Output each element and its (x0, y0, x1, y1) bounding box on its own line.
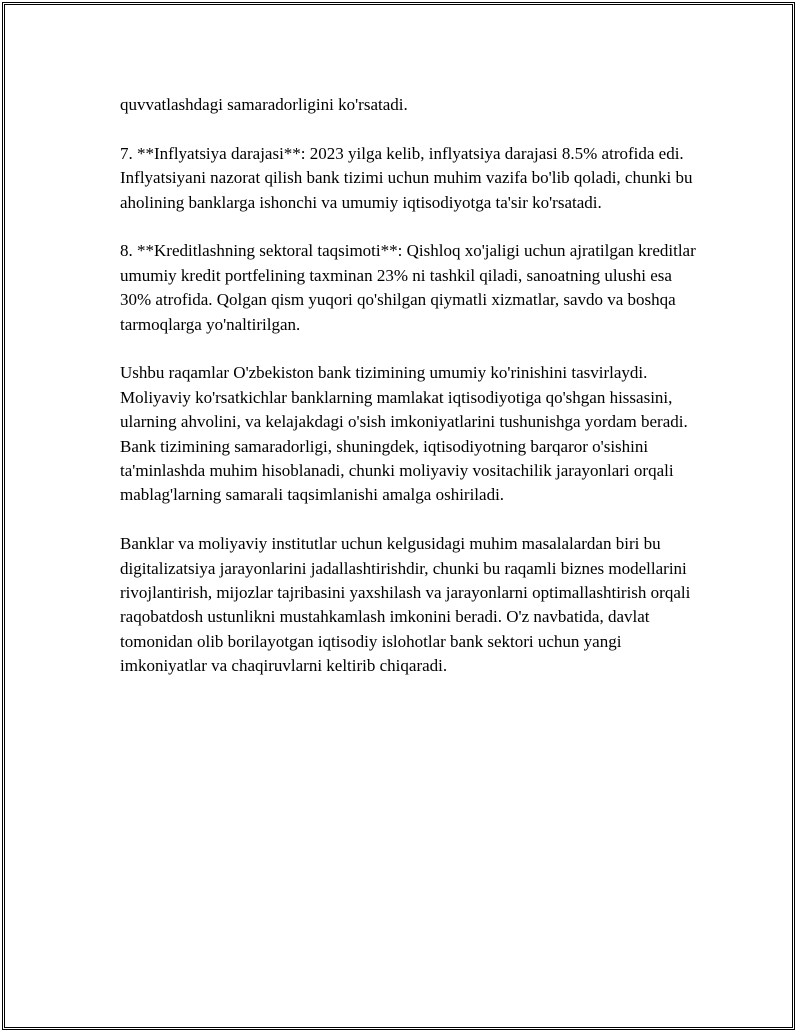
paragraph-overview: Ushbu raqamlar O'zbekiston bank tizimining umumiy ko'rinishini tasvirlaydi. Moliyaviy ko'rsatkichlar banklarning mamlakat iqtisodiyotiga qo'shgan hissasini, ularning ahvolini, va kelajakdagi o'sish imkoniyatlarini tushunishga yordam beradi. Bank tizimining samaradorligi, shuningdek, iqtisodiyotning barqaror o'sishini ta'minlashda muhim hisoblanadi, chunki moliyaviy vositachilik jarayonlari orqali mablag'larning samarali taqsimlanishi amalga oshiriladi. (120, 363, 688, 505)
document-page (2, 2, 795, 1030)
paragraph-inflation: 7. **Inflyatsiya darajasi**: 2023 yilga kelib, inflyatsiya darajasi 8.5% atrofida edi. Inflyatsiyani nazorat qilish bank tizimi uchun muhim vazifa bo'lib qoladi, chunki bu aholining banklarga ishonchi va umumiy iqtisodiyotga ta'sir ko'rsatadi. (120, 143, 693, 212)
paragraph-digitalization: Banklar va moliyaviy institutlar uchun kelgusidagi muhim masalalardan biri bu digitalizatsiya jarayonlarini jadallashtirishdir, chunki bu raqamli biznes modellarini rivojlantirish, mijozlar tajribasini yaxshilash va jarayonlarni optimallashtirish orqali raqobatdosh ustunlikni mustahkamlash imkonini beradi. O'z navbatida, davlat tomonidan olib borilayotgan iqtisodiy islohotlar bank sektori uchun yangi imkoniyatlar va chaqiruvlarni keltirib chiqaradi. (120, 534, 691, 676)
paragraph-continuation: quvvatlashdagi samaradorligini ko'rsatadi. (120, 95, 408, 114)
document-body (120, 93, 700, 703)
paragraph-credit-distribution: 8. **Kreditlashning sektoral taqsimoti**: Qishloq xo'jaligi uchun ajratilgan kreditlar umumiy kredit portfelining taxminan 23% ni tashkil qiladi, sanoatning ulushi esa 30% atrofida. Qolgan qism yuqori qo'shilgan qiymatli xizmatlar, savdo va boshqa tarmoqlarga yo'naltirilgan. (120, 241, 696, 334)
